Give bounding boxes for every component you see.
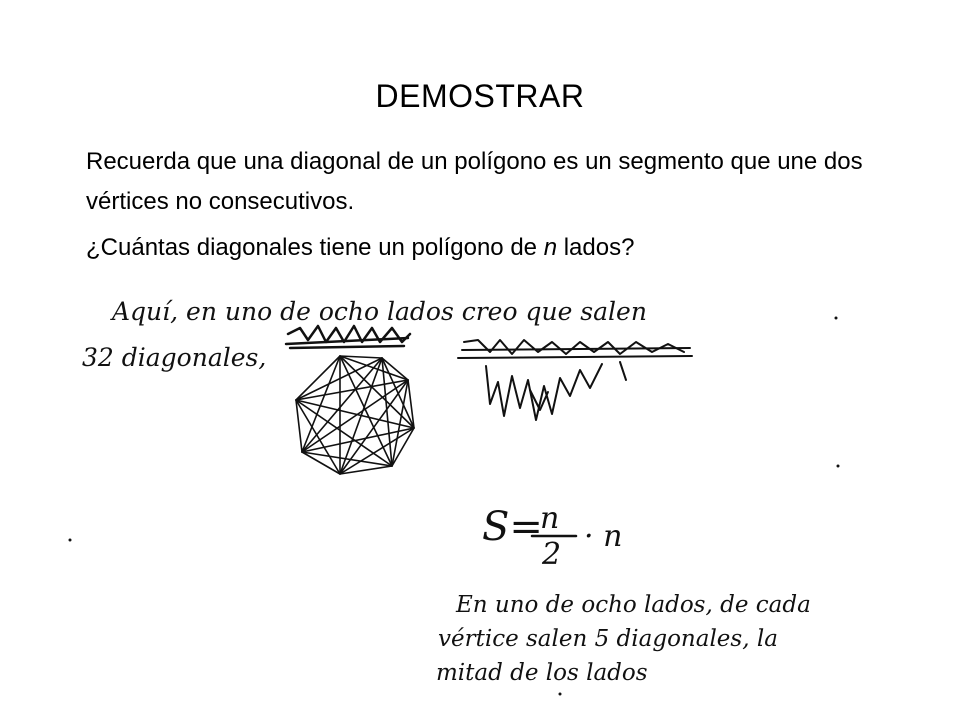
question-text-end: lados? — [557, 234, 635, 261]
handwritten-note-line-2: vértice salen 5 diagonales, la — [438, 626, 778, 652]
handwritten-line-1: Aquí, en uno de ocho lados creo que salen — [112, 297, 647, 326]
formula-denominator: 2 — [542, 537, 562, 572]
slide-title: DEMOSTRAR — [375, 78, 585, 114]
definition-text: Recuerda que una diagonal de un polígono es un segmento que une dos vértices no consecutivos. — [86, 148, 863, 215]
handwritten-note-line-1: En uno de ocho lados, de cada — [456, 592, 811, 618]
handwritten-line-2: 32 diagonales, — [82, 343, 267, 372]
scribble-crossout-1 — [286, 326, 410, 348]
scribble-crossout-2 — [458, 340, 692, 420]
octagon-diagonals-sketch — [296, 356, 414, 474]
question-text-start: ¿Cuántas diagonales tiene un polígono de — [86, 234, 544, 261]
question-variable: n — [543, 234, 558, 261]
handwritten-note-line-3: mitad de los lados — [436, 660, 648, 686]
formula-rhs: · n — [584, 519, 623, 554]
formula-numerator: n — [540, 501, 560, 536]
formula — [482, 501, 622, 572]
formula-lhs: S= — [482, 504, 543, 550]
